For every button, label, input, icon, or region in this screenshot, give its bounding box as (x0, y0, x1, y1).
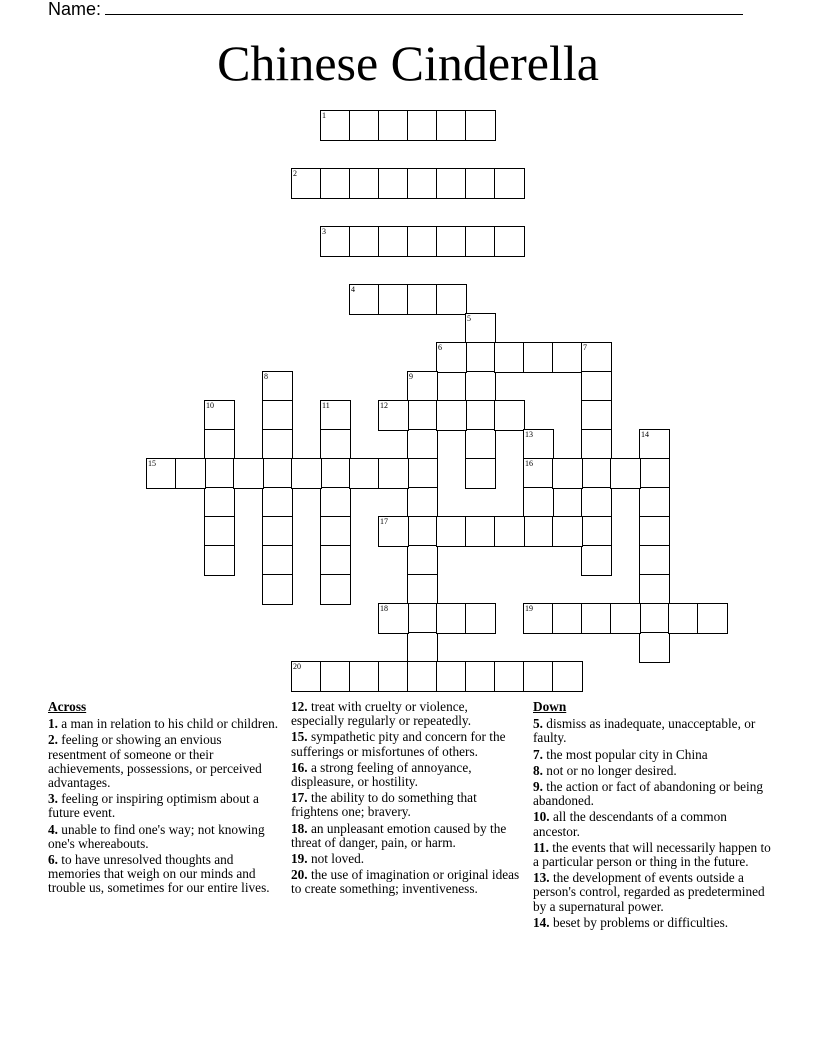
across-clue (48, 733, 280, 790)
clue-number: 15. (291, 729, 308, 745)
grid-cell[interactable] (639, 487, 670, 518)
grid-cell[interactable] (262, 545, 293, 576)
grid-cell[interactable] (320, 516, 351, 547)
grid-cell[interactable] (378, 168, 409, 199)
grid-cell[interactable] (262, 371, 293, 402)
grid-cell[interactable] (320, 429, 351, 460)
clue-number: 9. (533, 779, 543, 795)
grid-cell[interactable] (465, 313, 496, 344)
clue-text: a man in relation to his child or children. (57, 716, 279, 732)
grid-cell[interactable] (349, 284, 380, 315)
grid-cell[interactable] (204, 487, 235, 518)
down-clue (533, 871, 773, 914)
grid-cell[interactable] (436, 110, 467, 141)
across-clue (48, 717, 280, 731)
across-clue (291, 700, 523, 728)
grid-cell[interactable] (320, 574, 351, 605)
grid-cell[interactable] (378, 400, 409, 431)
down-heading: Down (533, 699, 567, 714)
clue-column-3 (533, 700, 773, 932)
grid-cell[interactable] (407, 516, 438, 547)
grid-cell[interactable] (378, 661, 409, 692)
grid-cell[interactable] (407, 574, 438, 605)
across-clue (48, 792, 280, 820)
clue-text: not loved. (307, 851, 365, 867)
grid-cell[interactable] (349, 110, 380, 141)
clue-text: a strong feeling of annoyance, displeasure, or hostility. (291, 759, 472, 790)
clue-text: the action or fact of abandoning or being abandoned. (533, 779, 764, 809)
grid-cell[interactable] (320, 661, 351, 692)
cell-number: 12 (380, 401, 388, 410)
clue-number: 16. (291, 759, 308, 775)
clue-number: 6. (48, 852, 58, 868)
grid-cell[interactable] (320, 226, 351, 257)
grid-cell[interactable] (523, 661, 554, 692)
grid-cell[interactable] (668, 603, 699, 634)
name-label: Name: (48, 0, 102, 19)
grid-cell[interactable] (436, 661, 467, 692)
grid-cell[interactable] (465, 661, 496, 692)
grid-cell[interactable] (320, 168, 351, 199)
grid-cell[interactable] (436, 342, 467, 373)
page-title: Chinese Cinderella (217, 35, 599, 91)
clue-column-1 (48, 700, 280, 898)
grid-cell[interactable] (233, 458, 264, 489)
clue-text: all the descendants of a common ancestor. (533, 809, 727, 839)
grid-cell[interactable] (436, 400, 467, 431)
cell-number: 19 (525, 604, 533, 613)
grid-cell[interactable] (262, 400, 293, 431)
grid-cell[interactable] (523, 458, 554, 489)
grid-cell[interactable] (581, 545, 612, 576)
grid-cell[interactable] (378, 110, 409, 141)
grid-cell[interactable] (291, 661, 322, 692)
grid-cell[interactable] (465, 226, 496, 257)
grid-cell[interactable] (436, 226, 467, 257)
grid-cell[interactable] (639, 458, 670, 489)
grid-cell[interactable] (552, 458, 583, 489)
grid-cell[interactable] (639, 516, 670, 547)
cell-number: 7 (583, 343, 587, 352)
clue-text: to have unresolved thoughts and memories that weigh on our minds and trouble us, sometimes for our entire lives. (48, 852, 270, 896)
grid-cell[interactable] (610, 603, 641, 634)
clue-number: 1. (48, 716, 58, 732)
grid-cell[interactable] (581, 603, 612, 634)
grid-cell[interactable] (175, 458, 206, 489)
grid-cell[interactable] (407, 661, 438, 692)
grid-cell[interactable] (523, 487, 554, 518)
grid-cell[interactable] (581, 400, 612, 431)
clue-text: feeling or inspiring optimism about a future event. (48, 791, 259, 821)
across-clue (48, 823, 280, 851)
clue-text: beset by problems or difficulties. (549, 914, 729, 930)
grid-cell[interactable] (465, 342, 496, 373)
clue-number: 14. (533, 914, 550, 930)
grid-cell[interactable] (465, 168, 496, 199)
grid-cell[interactable] (407, 168, 438, 199)
cell-number: 8 (264, 372, 268, 381)
grid-cell[interactable] (378, 516, 409, 547)
grid-cell[interactable] (465, 516, 496, 547)
grid-cell[interactable] (407, 458, 438, 489)
clue-number: 10. (533, 809, 550, 825)
cell-number: 3 (322, 227, 326, 236)
down-clue (533, 780, 773, 808)
cell-number: 6 (438, 343, 442, 352)
grid-cell[interactable] (407, 400, 438, 431)
grid-cell[interactable] (407, 603, 438, 634)
across-clue (291, 730, 523, 758)
grid-cell[interactable] (204, 400, 235, 431)
grid-cell[interactable] (581, 487, 612, 518)
clue-text: treat with cruelty or violence, especially regularly or repeatedly. (291, 699, 472, 729)
across-clue (291, 761, 523, 789)
grid-cell[interactable] (697, 603, 728, 634)
grid-cell[interactable] (349, 458, 380, 489)
cell-number: 13 (525, 430, 533, 439)
clue-text: the events that will necessarily happen to a particular person or thing in the future. (533, 839, 771, 870)
clue-number: 19. (291, 851, 308, 867)
cell-number: 10 (206, 401, 214, 410)
grid-cell[interactable] (465, 110, 496, 141)
grid-cell[interactable] (552, 342, 583, 373)
grid-cell[interactable] (639, 574, 670, 605)
cell-number: 11 (322, 401, 330, 410)
clue-number: 4. (48, 821, 58, 837)
across-clue (291, 791, 523, 819)
clue-number: 5. (533, 716, 543, 732)
name-field[interactable] (48, 0, 743, 20)
cell-number: 18 (380, 604, 388, 613)
across-heading: Across (48, 699, 87, 714)
grid-cell[interactable] (349, 168, 380, 199)
grid-cell[interactable] (552, 603, 583, 634)
clue-text: sympathetic pity and concern for the sufferings or misfortunes of others. (291, 729, 506, 759)
grid-cell[interactable] (436, 516, 467, 547)
across-clue (291, 822, 523, 850)
grid-cell[interactable] (320, 110, 351, 141)
grid-cell[interactable] (610, 458, 641, 489)
grid-cell[interactable] (262, 574, 293, 605)
grid-cell[interactable] (494, 226, 525, 257)
grid-cell[interactable] (291, 458, 322, 489)
grid-cell[interactable] (639, 429, 670, 460)
grid-cell[interactable] (146, 458, 177, 489)
grid-cell[interactable] (436, 168, 467, 199)
clue-text: not or no longer desired. (542, 762, 677, 778)
grid-cell[interactable] (494, 168, 525, 199)
grid-cell[interactable] (494, 516, 525, 547)
grid-cell[interactable] (494, 400, 525, 431)
grid-cell[interactable] (262, 458, 293, 489)
cell-number: 16 (525, 459, 533, 468)
grid-cell[interactable] (320, 458, 351, 489)
grid-cell[interactable] (262, 487, 293, 518)
cell-number: 5 (467, 314, 471, 323)
grid-cell[interactable] (494, 661, 525, 692)
grid-cell[interactable] (523, 429, 554, 460)
cell-number: 1 (322, 111, 326, 120)
grid-cell[interactable] (262, 429, 293, 460)
grid-cell[interactable] (407, 545, 438, 576)
grid-cell[interactable] (349, 661, 380, 692)
clue-number: 17. (291, 790, 308, 806)
grid-cell[interactable] (465, 458, 496, 489)
clue-number: 12. (291, 699, 308, 714)
clue-text: unable to find one's way; not knowing one's whereabouts. (48, 821, 265, 851)
down-clue (533, 764, 773, 778)
grid-cell[interactable] (552, 516, 583, 547)
grid-cell[interactable] (465, 400, 496, 431)
cell-number: 17 (380, 517, 388, 526)
grid-cell[interactable] (581, 371, 612, 402)
clue-text: the ability to do something that frightens one; bravery. (291, 790, 477, 820)
grid-cell[interactable] (407, 226, 438, 257)
grid-cell[interactable] (378, 603, 409, 634)
down-clue (533, 810, 773, 838)
grid-cell[interactable] (465, 429, 496, 460)
grid-cell[interactable] (407, 632, 438, 663)
down-clue (533, 916, 773, 930)
clue-number: 18. (291, 820, 308, 836)
clue-text: the development of events outside a person's control, regarded as predetermined by a supernatural power. (533, 870, 765, 914)
clue-number: 8. (533, 762, 543, 778)
cell-number: 15 (148, 459, 156, 468)
grid-cell[interactable] (204, 545, 235, 576)
name-underline[interactable] (105, 0, 743, 15)
grid-cell[interactable] (407, 487, 438, 518)
grid-cell[interactable] (523, 603, 554, 634)
grid-cell[interactable] (204, 429, 235, 460)
clue-number: 13. (533, 870, 550, 886)
grid-cell[interactable] (581, 342, 612, 373)
clue-text: the use of imagination or original ideas to create something; inventiveness. (291, 867, 520, 897)
clue-number: 7. (533, 746, 543, 762)
cell-number: 9 (409, 372, 413, 381)
across-clue (291, 852, 523, 866)
clue-text: the most popular city in China (542, 746, 708, 762)
grid-cell[interactable] (436, 284, 467, 315)
cell-number: 4 (351, 285, 355, 294)
grid-cell[interactable] (291, 168, 322, 199)
grid-cell[interactable] (407, 284, 438, 315)
down-clue (533, 717, 773, 745)
grid-cell[interactable] (523, 342, 554, 373)
grid-cell[interactable] (581, 458, 612, 489)
grid-cell[interactable] (465, 371, 496, 402)
grid-cell[interactable] (407, 110, 438, 141)
down-clue (533, 841, 773, 869)
clue-column-2 (291, 700, 523, 899)
grid-cell[interactable] (320, 545, 351, 576)
clue-number: 3. (48, 791, 58, 807)
cell-number: 2 (293, 169, 297, 178)
grid-cell[interactable] (320, 487, 351, 518)
grid-cell[interactable] (581, 429, 612, 460)
grid-cell[interactable] (581, 516, 612, 547)
grid-cell[interactable] (494, 342, 525, 373)
clue-text: feeling or showing an envious resentment of someone or their achievements, possessions, or perceived advantages. (48, 732, 262, 791)
clue-number: 2. (48, 732, 58, 748)
grid-cell[interactable] (378, 284, 409, 315)
grid-cell[interactable] (523, 516, 554, 547)
clue-text: dismiss as inadequate, unacceptable, or faulty. (533, 716, 756, 746)
grid-cell[interactable] (552, 661, 583, 692)
across-clue (48, 853, 280, 896)
grid-cell[interactable] (262, 516, 293, 547)
grid-cell[interactable] (465, 603, 496, 634)
grid-cell[interactable] (639, 603, 670, 634)
grid-cell[interactable] (204, 458, 235, 489)
cell-number: 14 (641, 430, 649, 439)
across-clue (291, 868, 523, 896)
grid-cell[interactable] (639, 632, 670, 663)
grid-cell[interactable] (378, 458, 409, 489)
grid-cell[interactable] (349, 226, 380, 257)
grid-cell[interactable] (639, 545, 670, 576)
grid-cell[interactable] (436, 603, 467, 634)
cell-number: 20 (293, 662, 301, 671)
grid-cell[interactable] (407, 429, 438, 460)
grid-cell[interactable] (407, 371, 438, 402)
clue-text: an unpleasant emotion caused by the threat of danger, pain, or harm. (291, 820, 507, 850)
grid-cell[interactable] (320, 400, 351, 431)
grid-cell[interactable] (378, 226, 409, 257)
clue-number: 11. (533, 839, 549, 855)
grid-cell[interactable] (204, 516, 235, 547)
clue-number: 20. (291, 867, 308, 883)
down-clue (533, 748, 773, 762)
